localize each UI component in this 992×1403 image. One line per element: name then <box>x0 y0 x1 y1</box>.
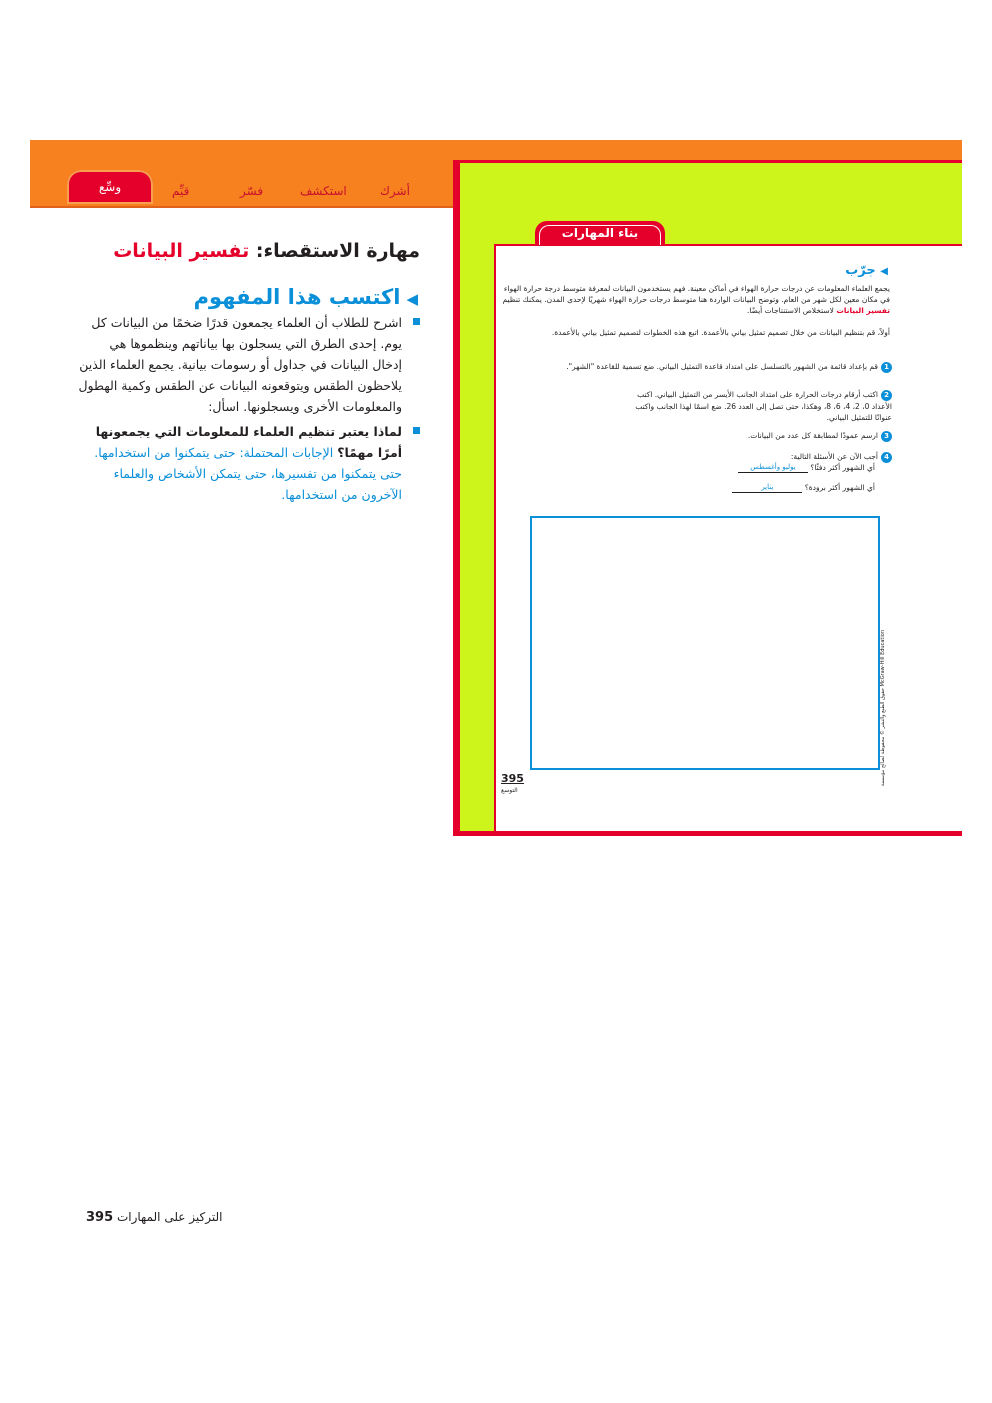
answer-text: الإجابات المحتملة: حتى يتمكنوا من استخدامها. حتى يتمكنوا من تفسيرها، حتى يتمكن الأشخاص والعلماء الآخرون من استخدامها. <box>94 445 402 502</box>
copyright-note: McGraw-Hill Education حقوق الطبع والنشر © محفوظة لصالح مؤسسة <box>880 630 886 787</box>
step-4 <box>630 451 892 463</box>
header-divider <box>30 206 455 208</box>
square-bullet-icon <box>413 427 420 434</box>
step-number-badge: 3 <box>881 431 892 442</box>
intro-text: يجمع العلماء المعلومات عن درجات حرارة الهواء في أماكن معينة. فهم يستخدمون البيانات لمعرفة متوسط درجة حرارة الهواء في مكان معين لكل شهر من العام. وتوضح البيانات الواردة هنا متوسط درجات حرارة الهواء شهريًا لإحدى المدن. يمكنك تنظيم <box>502 284 890 304</box>
section-heading <box>193 285 418 309</box>
intro-paragraph <box>500 283 890 316</box>
step-text: قم بإعداد قائمة من الشهور بالتسلسل على امتداد قاعدة التمثيل البياني. ضع تسمية للقاعدة "الشهر". <box>566 362 878 371</box>
question-text: لماذا يعتبر تنظيم العلماء للمعلومات التي يجمعونها أمرًا مهمًا؟ <box>95 424 402 460</box>
intro-end: لاستخلاص الاستنتاجات أيضًا. <box>746 306 834 315</box>
section-title: اكتسب هذا المفهوم <box>193 285 401 309</box>
try-heading <box>820 263 888 278</box>
tab-evaluate[interactable]: قيِّم <box>172 184 190 198</box>
page-title-prefix: مهارة الاستقصاء: <box>255 240 420 262</box>
footer-label: التركيز على المهارات <box>116 1210 223 1224</box>
bullet-question <box>76 421 420 505</box>
question-2-text: أي الشهور أكثر برودة؟ <box>804 483 875 492</box>
skills-tab-outline <box>539 225 661 245</box>
graph-area <box>530 516 880 770</box>
question-2 <box>630 482 875 493</box>
tab-extend[interactable]: وسِّع <box>67 170 153 204</box>
answer-1: يوليو وأغسطس <box>738 463 808 473</box>
answer-2: يناير <box>732 483 802 493</box>
step-number-badge: 4 <box>881 452 892 463</box>
student-page-number: 395 <box>501 772 524 785</box>
tab-explore[interactable]: استكشف <box>300 184 347 198</box>
footer-page-number: 395 <box>86 1210 114 1225</box>
page-footer <box>78 1210 222 1225</box>
step-text: أجب الآن عن الأسئلة التالية: <box>790 452 878 461</box>
tab-engage[interactable]: أشرك <box>380 184 410 198</box>
skills-tab: بناء المهارات <box>535 221 665 245</box>
bullet-explain <box>76 312 420 417</box>
triangle-left-icon: ◀ <box>406 290 418 308</box>
bullet-explain-text: اشرح للطلاب أن العلماء يجمعون قدرًا ضخمًا من البيانات كل يوم. إحدى الطرق التي يسجلون بها بياناتهم وينظموها هي إدخال البيانات في جداول أو رسومات بيانية. يجمع العلماء الذين يلاحظون الطقس ويتوقعونه البيانات عن الطقس وكمية الهطول والمعلومات الأخرى ويسجلونها. اسأل: <box>78 315 402 414</box>
question-1 <box>630 462 875 473</box>
step-2 <box>630 389 892 423</box>
question-1-text: أي الشهور أكثر دفئًا؟ <box>810 463 875 472</box>
first-paragraph: أولاً، قم بتنظيم البيانات من خلال تصميم تمثيل بياني بالأعمدة. اتبع هذه الخطوات لتصميم تمثيل بياني بالأعمدة. <box>551 328 890 337</box>
step-1 <box>500 361 892 373</box>
step-text: ارسم عمودًا لمطابقة كل عدد من البيانات. <box>747 431 878 440</box>
step-number-badge: 1 <box>881 362 892 373</box>
try-heading-label: جرّب <box>845 263 876 278</box>
square-bullet-icon <box>413 318 420 325</box>
step-3 <box>630 430 892 442</box>
step-number-badge: 2 <box>881 390 892 401</box>
step-text: اكتب أرقام درجات الحرارة على امتداد الجانب الأيسر من التمثيل البياني. اكتب الأعداد 0، 2، 4، 6، 8، وهكذا، حتى تصل إلى العدد 26. ضع اسمًا لهذا الجانب واكتب عنوانًا للتمثيل البياني. <box>635 390 892 422</box>
student-page-label: التوسع <box>501 787 518 794</box>
triangle-left-icon: ◀ <box>880 266 888 277</box>
tab-explain[interactable]: فسّر <box>240 184 264 198</box>
page-title <box>113 240 420 262</box>
page-title-highlight: تفسير البيانات <box>113 240 250 262</box>
intro-highlight: تفسير البيانات <box>836 306 890 315</box>
